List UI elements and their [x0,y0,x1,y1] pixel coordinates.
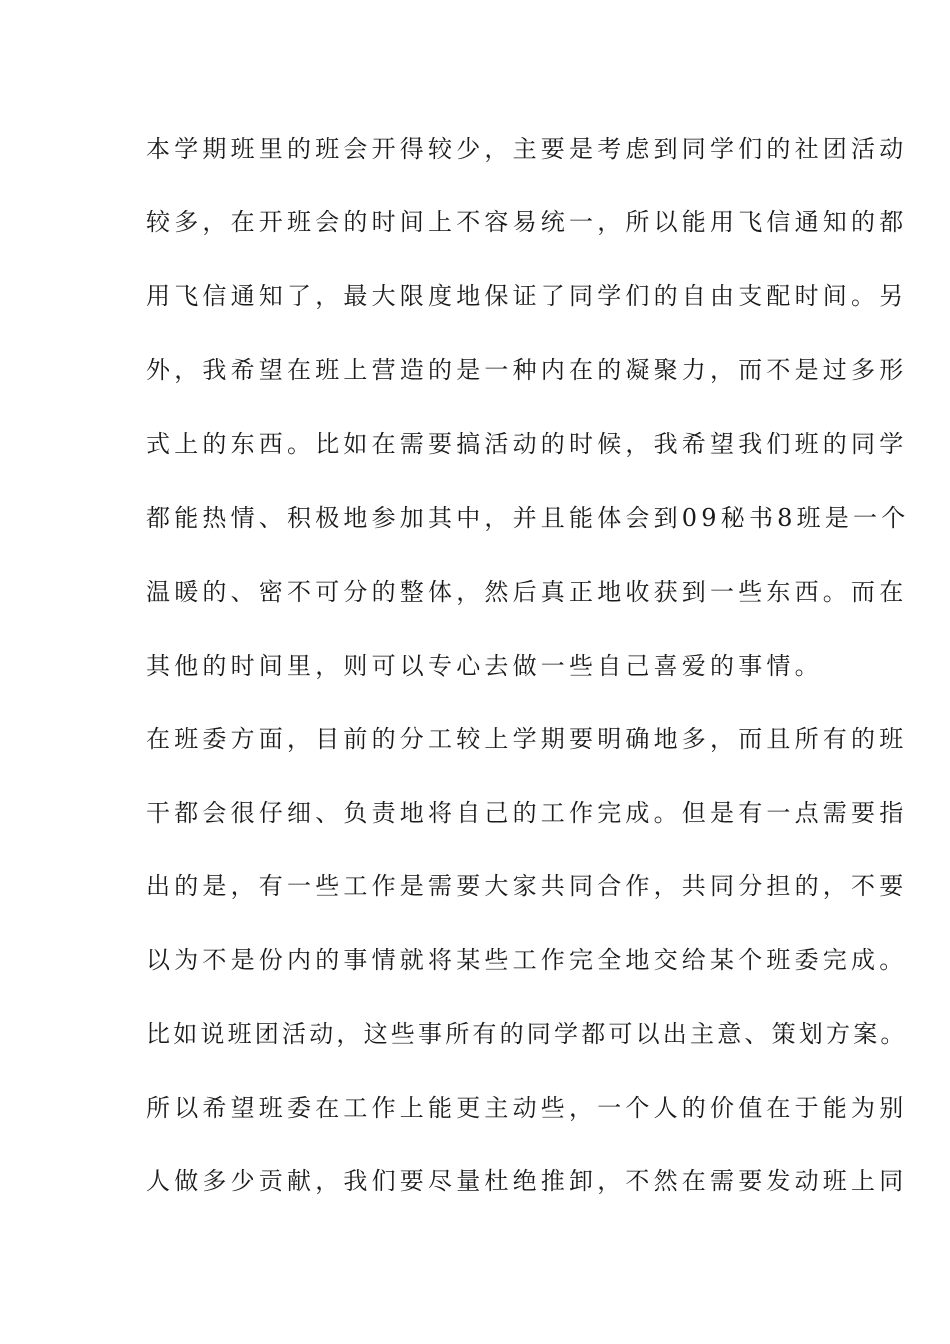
text-line-12: 以为不是份内的事情就将某些工作完全地交给某个班委完成。 [146,946,908,974]
text-line-8: 其他的时间里，则可以专心去做一些自己喜爱的事情。 [146,652,823,680]
text-line-7: 温暖的、密不可分的整体，然后真正地收获到一些东西。而在 [146,578,908,606]
text-line-9: 在班委方面，目前的分工较上学期要明确地多，而且所有的班 [146,725,908,753]
text-line-4: 外，我希望在班上营造的是一种内在的凝聚力，而不是过多形 [146,356,908,384]
text-line-14: 所以希望班委在工作上能更主动些，一个人的价值在于能为别 [146,1094,908,1122]
text-line-5: 式上的东西。比如在需要搞活动的时候，我希望我们班的同学 [146,430,908,458]
text-line-15: 人做多少贡献，我们要尽量杜绝推卸，不然在需要发动班上同 [146,1167,908,1195]
text-line-1: 本学期班里的班会开得较少，主要是考虑到同学们的社团活动 [146,135,908,163]
text-line-10: 干都会很仔细、负责地将自己的工作完成。但是有一点需要指 [146,799,908,827]
text-line-2: 较多，在开班会的时间上不容易统一，所以能用飞信通知的都 [146,208,908,236]
text-line-13: 比如说班团活动，这些事所有的同学都可以出主意、策划方案。 [146,1020,908,1048]
text-line-6: 都能热情、积极地参加其中，并且能体会到09秘书8班是一个 [146,504,910,532]
text-line-3: 用飞信通知了，最大限度地保证了同学们的自由支配时间。另 [146,282,908,310]
text-line-11: 出的是，有一些工作是需要大家共同合作，共同分担的，不要 [146,872,908,900]
